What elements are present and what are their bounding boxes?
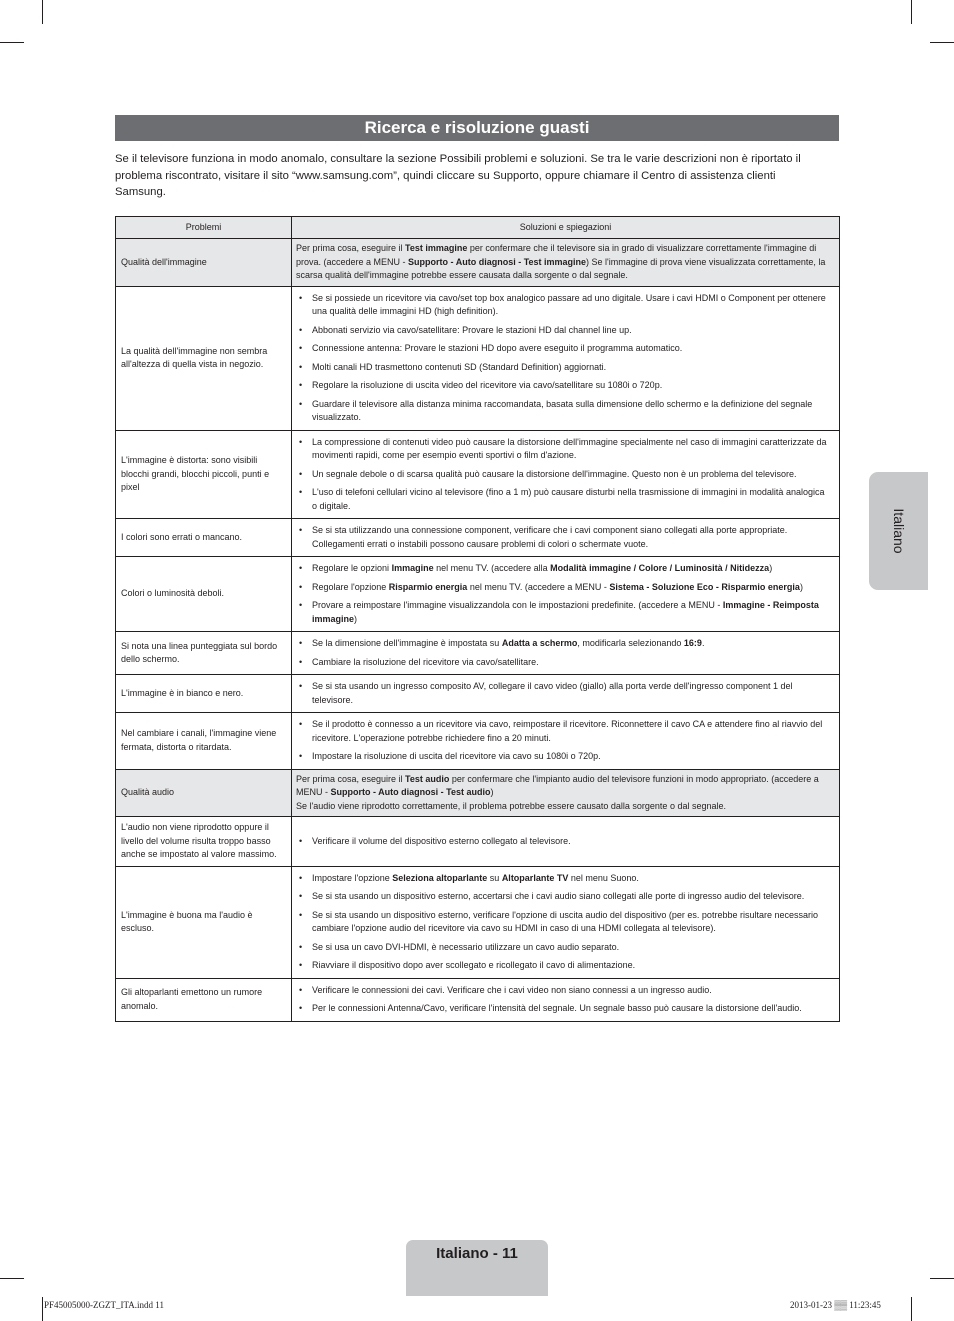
crop-mark xyxy=(930,1278,954,1279)
table-row xyxy=(116,769,840,817)
table-row xyxy=(116,632,840,675)
problem-cell: Qualità dell'immagine xyxy=(116,239,292,287)
solution-list xyxy=(296,562,831,626)
setting-name: Risparmio energia xyxy=(388,581,468,592)
text-run: Per prima cosa, eseguire il xyxy=(296,243,406,253)
crop-mark xyxy=(0,1278,24,1279)
solution-cell xyxy=(292,817,840,867)
table-row xyxy=(116,675,840,713)
solution-bullet xyxy=(296,324,831,338)
crop-mark xyxy=(0,42,24,43)
text-run: Se si possiede un ricevitore via cavo/set top box analogico passare ad uno digitale. Usare i cavi HDMI o Component per ottenere una qualità delle immagini HD (high definition). xyxy=(312,292,826,316)
setting-name: Seleziona altoparlante xyxy=(392,872,488,883)
solution-bullet xyxy=(296,656,831,670)
solution-list xyxy=(296,984,831,1016)
solution-bullet xyxy=(296,398,831,425)
text-run: - xyxy=(400,256,409,267)
text-run: Riavviare il dispositivo dopo aver scollegato e ricollegato il cavo di alimentazione. xyxy=(312,960,636,970)
setting-name: 16:9 xyxy=(683,638,702,648)
header-problems: Problemi xyxy=(116,217,292,239)
text-run: Abbonati servizio via cavo/satellitare: Provare le stazioni HD dal channel line up. xyxy=(312,324,632,335)
setting-name: Test immagine xyxy=(405,243,468,253)
text-run: Impostare la risoluzione di uscita del ricevitore via cavo su 1080i o 720p. xyxy=(312,751,601,761)
table-row xyxy=(116,286,840,430)
text-run: Se si sta utilizzando una connessione component, verificare che i cavi component siano collegati alla porte appropriate. Collegamenti errati o instabili possono causare problemi di colori o schermate vuote. xyxy=(312,525,788,549)
crop-mark xyxy=(911,0,912,24)
solution-cell xyxy=(292,239,840,287)
text-run: Regolare la risoluzione di uscita video del ricevitore via cavo/satellitare su 1080i o 720p. xyxy=(312,380,663,390)
solution-list xyxy=(296,292,831,425)
solution-bullet xyxy=(296,486,831,513)
crop-mark xyxy=(911,1297,912,1321)
problem-cell: L'immagine è in bianco e nero. xyxy=(116,675,292,713)
table-body xyxy=(116,239,840,1022)
table-row xyxy=(116,557,840,632)
solution-list xyxy=(296,835,831,849)
solution-bullet xyxy=(296,718,831,745)
text-run: Se l'audio viene riprodotto correttamente, il problema potrebbe essere causato dalla sorgente o dal segnale. xyxy=(296,800,726,811)
text-run: Verificare il volume del dispositivo esterno collegato al televisore. xyxy=(312,835,571,846)
problem-cell: L'audio non viene riprodotto oppure il livello del volume risulta troppo basso anche se impostato al valore massimo. xyxy=(116,817,292,867)
problem-cell: Gli altoparlanti emettono un rumore anomalo. xyxy=(116,978,292,1021)
text-run: Un segnale debole o di scarsa qualità può causare la distorsione dell'immagine. Questo non è un problema del televisore. xyxy=(312,468,797,479)
solution-cell xyxy=(292,675,840,713)
problem-cell: Colori o luminosità deboli. xyxy=(116,557,292,632)
solution-bullet xyxy=(296,379,831,393)
table-row xyxy=(116,817,840,867)
problem-cell: La qualità dell'immagine non sembra all'altezza di quella vista in negozio. xyxy=(116,286,292,430)
text-run: Se il prodotto è connesso a un ricevitore via cavo, reimpostare il ricevitore. Riconnettere il cavo CA e attendere fino al riavvio del ricevitore. L'operazione potrebbe richiedere fino a 20 minuti. xyxy=(312,719,823,743)
setting-name: Sistema - Soluzione Eco - Risparmio energia xyxy=(609,581,800,592)
text-run: Se si usa un cavo DVI-HDMI, è necessario utilizzare un cavo audio separato. xyxy=(312,941,620,952)
solution-list xyxy=(296,436,831,514)
side-tab-label: Italiano xyxy=(890,508,907,554)
text-run: ) xyxy=(769,563,773,573)
text-run: , modificarla selezionando xyxy=(577,638,684,648)
footer-timestamp: 2013-01-23 ▒▒ 11:23:45 xyxy=(790,1300,881,1310)
setting-name: Modalità immagine / Colore / Luminosità / Nitidezza xyxy=(550,563,770,573)
setting-name: Supporto - Auto diagnosi - Test immagine xyxy=(408,256,587,267)
setting-name: Altoparlante TV xyxy=(501,872,569,883)
solution-bullet xyxy=(296,890,831,904)
table-row xyxy=(116,713,840,770)
text-run: - xyxy=(322,787,331,797)
text-run: Impostare l'opzione xyxy=(312,872,393,883)
text-run: La compressione di contenuti video può causare la distorsione dell'immagine specialmente nel caso di immagini caratterizzate da movimenti rapidi, come per esempio eventi sportivi o film d'azione. xyxy=(312,436,827,460)
crop-mark xyxy=(42,1297,43,1321)
solution-bullet xyxy=(296,524,831,551)
solution-list xyxy=(296,718,831,764)
solution-cell xyxy=(292,978,840,1021)
solution-bullet xyxy=(296,984,831,998)
solution-cell xyxy=(292,866,840,978)
table-row xyxy=(116,239,840,287)
solution-cell xyxy=(292,557,840,632)
solution-bullet xyxy=(296,941,831,955)
solution-bullet xyxy=(296,1002,831,1016)
solution-cell xyxy=(292,286,840,430)
setting-name: Immagine xyxy=(391,563,434,573)
footer-file-name: PF45005000-ZGZT_ITA.indd 11 xyxy=(44,1300,164,1310)
troubleshooting-table xyxy=(115,216,840,1022)
text-run: Connessione antenna: Provare le stazioni HD dopo avere eseguito il programma automatico. xyxy=(312,343,683,353)
solution-paragraph xyxy=(296,773,831,800)
setting-name: Supporto - Auto diagnosi - Test audio xyxy=(330,787,491,797)
crop-mark xyxy=(930,42,954,43)
text-run: Molti canali HD trasmettono contenuti SD (Standard Definition) aggiornati. xyxy=(312,361,607,372)
text-run: Verificare le connessioni dei cavi. Verificare che i cavi video non siano connessi a un ingresso audio. xyxy=(312,984,712,995)
page-number-label: Italiano - 11 xyxy=(436,1245,518,1262)
problem-cell: I colori sono errati o mancano. xyxy=(116,519,292,557)
solution-bullet xyxy=(296,599,831,626)
text-run: nel menu Suono. xyxy=(568,872,639,883)
page-number-tab xyxy=(406,1240,548,1296)
solution-paragraph xyxy=(296,800,831,814)
text-run: nel menu TV. (accedere alla xyxy=(433,563,551,573)
text-run: Se si sta usando un dispositivo esterno, verificare l'opzione di uscita audio del dispositivo (per es. potrebbe risultare necessario cambiare l'opzione audio del ricevitore via cavo su HDMI in caso di una HDMI collegata al televisore). xyxy=(312,909,818,933)
text-run: Cambiare la risoluzione del ricevitore via cavo/satellitare. xyxy=(312,656,539,667)
menu-key: MENU xyxy=(373,256,401,267)
menu-key: MENU xyxy=(688,600,715,610)
table-row xyxy=(116,866,840,978)
solution-bullet xyxy=(296,959,831,973)
solution-cell xyxy=(292,632,840,675)
text-run: - xyxy=(714,600,723,610)
text-run: Guardare il televisore alla distanza minima raccomandata, basata sulla dimensione dello schermo e la definizione del segnale visualizzato. xyxy=(312,398,813,422)
setting-name: Immagine - Reimposta immagine xyxy=(312,600,819,624)
solution-paragraph xyxy=(296,242,831,283)
page-title: Ricerca e risoluzione guasti xyxy=(115,115,839,141)
language-side-tab xyxy=(869,472,928,590)
text-run: Se si sta usando un dispositivo esterno, accertarsi che i cavi audio siano collegati alle porte di ingresso audio del televisore. xyxy=(312,891,805,901)
text-run: Per prima cosa, eseguire il xyxy=(296,773,406,784)
table-header-row xyxy=(116,217,840,239)
text-run: . xyxy=(701,638,705,648)
setting-name: Adatta a schermo xyxy=(501,638,578,648)
solution-bullet xyxy=(296,835,831,849)
solution-bullet xyxy=(296,361,831,375)
solution-cell xyxy=(292,713,840,770)
setting-name: Test audio xyxy=(405,773,450,784)
solution-list xyxy=(296,637,831,669)
text-run: Regolare l'opzione xyxy=(312,581,389,592)
text-run: su xyxy=(487,872,502,883)
problem-cell: L'immagine è buona ma l'audio è escluso. xyxy=(116,866,292,978)
text-run: Se si sta usando un ingresso composito AV, collegare il cavo video (giallo) alla porta verde dell'ingresso component 1 del televisore. xyxy=(312,681,793,705)
text-run: per confermare che il televisore sia in grado di visualizzare correttamente l'immagine di prova. (accedere a xyxy=(296,243,817,267)
text-run: Per le connessioni Antenna/Cavo, verificare l'intensità del segnale. Un segnale basso può causare la distorsione dell'audio. xyxy=(312,1003,802,1013)
solution-bullet xyxy=(296,581,831,595)
solution-bullet xyxy=(296,750,831,764)
menu-key: MENU xyxy=(296,787,323,797)
header-solutions: Soluzioni e spiegazioni xyxy=(292,217,840,239)
problem-cell: Si nota una linea punteggiata sul bordo dello schermo. xyxy=(116,632,292,675)
text-run: Regolare le opzioni xyxy=(312,563,392,573)
text-run: Se la dimensione dell'immagine è impostata su xyxy=(312,638,502,648)
crop-mark xyxy=(42,0,43,24)
table-row xyxy=(116,430,840,519)
text-run: ) xyxy=(490,787,494,797)
text-run: L'uso di telefoni cellulari vicino al televisore (fino a 1 m) può causare disturbi nella trasmissione di immagini in modalità analogica o digitale. xyxy=(312,487,825,511)
solution-bullet xyxy=(296,680,831,707)
solution-bullet xyxy=(296,292,831,319)
solution-list xyxy=(296,680,831,707)
problem-cell: Nel cambiare i canali, l'immagine viene fermata, distorta o ritardata. xyxy=(116,713,292,770)
text-run: Provare a reimpostare l'immagine visualizzandola con le impostazioni predefinite. (accedere a xyxy=(312,600,689,610)
text-run: per confermare che l'impianto audio del televisore funzioni in modo appropriato. (accedere a xyxy=(449,773,819,784)
problem-cell: L'immagine è distorta: sono visibili blocchi grandi, blocchi piccoli, punti e pixel xyxy=(116,430,292,519)
solution-bullet xyxy=(296,637,831,651)
problem-cell: Qualità audio xyxy=(116,769,292,817)
text-run: ) xyxy=(799,581,803,592)
text-run: - xyxy=(601,581,610,592)
solution-list xyxy=(296,872,831,973)
table-row xyxy=(116,519,840,557)
text-run: ) Se l'immagine di prova viene visualizzata correttamente, la scarsa qualità dell'immagine potrebbe essere causata dalla sorgente o dal segnale. xyxy=(296,256,826,280)
solution-bullet xyxy=(296,872,831,886)
text-run: nel menu TV. (accedere a xyxy=(467,581,575,592)
table-row xyxy=(116,978,840,1021)
solution-bullet xyxy=(296,562,831,576)
solution-cell xyxy=(292,769,840,817)
solution-bullet xyxy=(296,909,831,936)
menu-key: MENU xyxy=(574,581,602,592)
solution-cell xyxy=(292,430,840,519)
solution-bullet xyxy=(296,468,831,482)
solution-cell xyxy=(292,519,840,557)
text-run: ) xyxy=(354,613,358,624)
solution-list xyxy=(296,524,831,551)
solution-bullet xyxy=(296,436,831,463)
solution-bullet xyxy=(296,342,831,356)
intro-paragraph: Se il televisore funziona in modo anomalo, consultare la sezione Possibili problemi e soluzioni. Se tra le varie descrizioni non è riportato il problema riscontrato, visitare il sito “www.samsung.com”, quindi cliccare su Supporto, oppure chiamare il Centro di assistenza clienti Samsung. xyxy=(115,153,801,198)
